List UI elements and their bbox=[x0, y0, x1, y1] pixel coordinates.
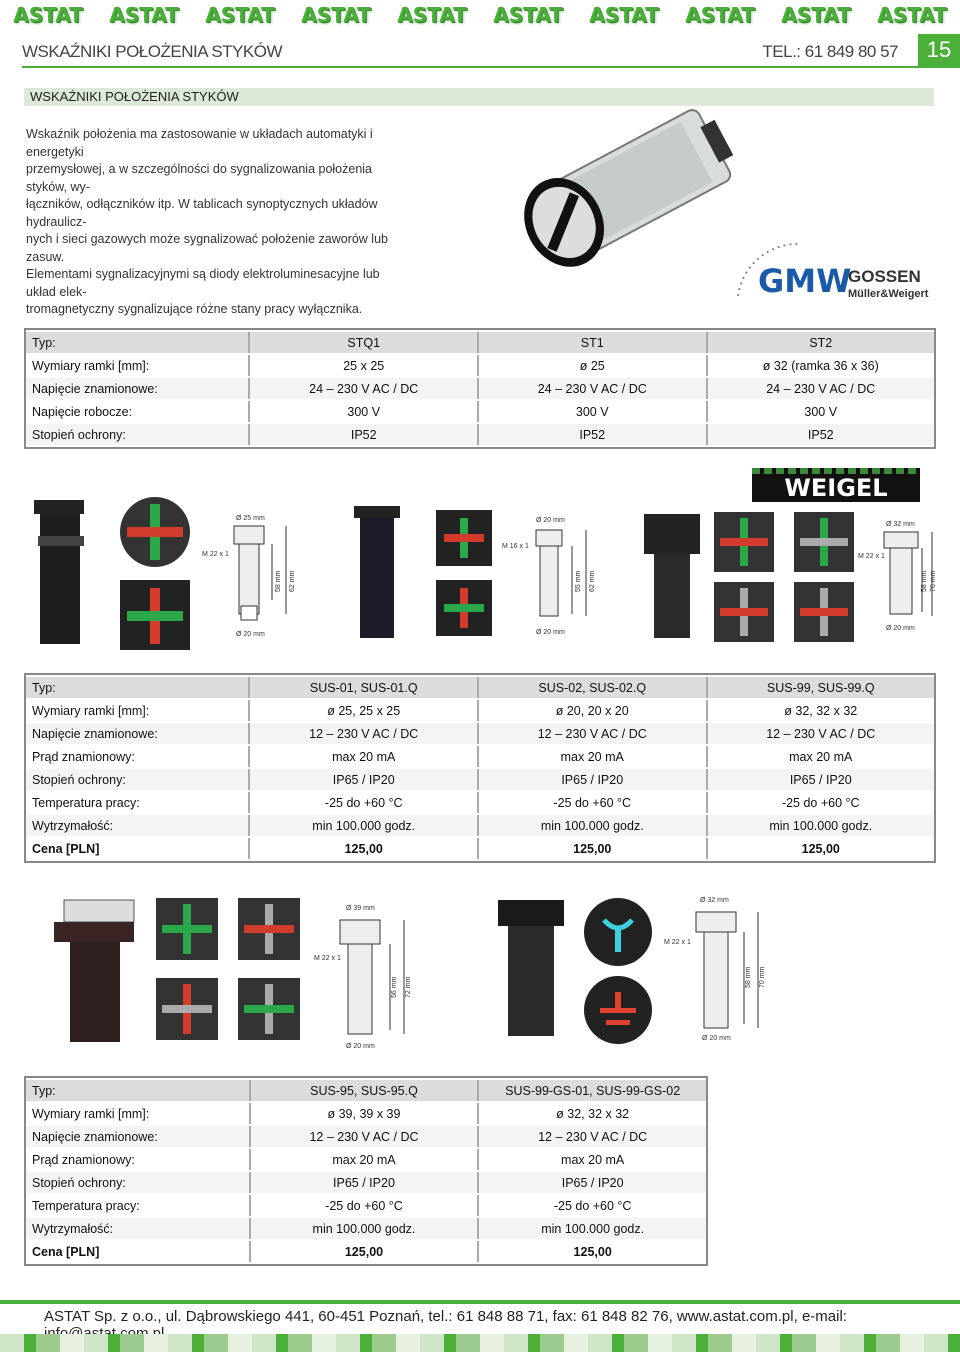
table-cell: Napięcie znamionowe: bbox=[26, 1126, 251, 1147]
table-cell: Prąd znamionowy: bbox=[26, 746, 250, 767]
table-cell: IP65 / IP20 bbox=[479, 1172, 706, 1193]
page-footer bbox=[0, 1300, 960, 1352]
banner-word: ASTAT bbox=[109, 3, 179, 27]
dimension-label: M 22 x 1 bbox=[858, 553, 885, 560]
table-row bbox=[26, 1172, 706, 1193]
brand-banner bbox=[0, 0, 960, 30]
table-cell: SUS-02, SUS-02.Q bbox=[479, 677, 708, 698]
table-cell: ø 39, 39 x 39 bbox=[251, 1103, 480, 1124]
table-cell: Prąd znamionowy: bbox=[26, 1149, 251, 1170]
table-cell: Wymiary ramki [mm]: bbox=[26, 1103, 251, 1124]
price-cell: 125,00 bbox=[250, 838, 479, 859]
table-row bbox=[26, 1195, 706, 1216]
table-row bbox=[26, 1218, 706, 1239]
dimension-label: Ø 20 mm bbox=[886, 625, 915, 632]
table-cell: Wymiary ramki [mm]: bbox=[26, 355, 250, 376]
sus-99-gs-led-faces bbox=[584, 898, 652, 1044]
table-cell: ø 32 (ramka 36 x 36) bbox=[762, 358, 879, 373]
table-cell: IP65 / IP20 bbox=[251, 1172, 480, 1193]
table-cell: -25 do +60 °C bbox=[251, 1195, 480, 1216]
page-title: WSKAŹNIKI POŁOŻENIA STYKÓW bbox=[22, 42, 282, 61]
table-cell: 24 – 230 V AC / DC bbox=[250, 378, 479, 399]
table-cell: IP52 bbox=[250, 424, 479, 445]
table-cell: Napięcie znamionowe: bbox=[26, 378, 250, 399]
table-cell: Stopień ochrony: bbox=[26, 1172, 251, 1193]
dimension-label: 58 mm bbox=[275, 570, 282, 592]
indicator-photo bbox=[490, 96, 740, 306]
table-cell: min 100.000 godz. bbox=[250, 815, 479, 836]
table-cell: Stopień ochrony: bbox=[26, 769, 250, 790]
section-title: WSKAŹNIKI POŁOŻENIA STYKÓW bbox=[24, 88, 934, 106]
table-row bbox=[26, 1126, 706, 1147]
table-row bbox=[26, 424, 934, 445]
sus-01-led-faces bbox=[120, 497, 190, 650]
table-cell: -25 do +60 °C bbox=[479, 792, 708, 813]
price-cell: 125,00 bbox=[801, 841, 840, 856]
table-cell: min 100.000 godz. bbox=[251, 1218, 480, 1239]
table-cell: ST2 bbox=[708, 332, 935, 353]
table-cell: max 20 mA bbox=[251, 1149, 480, 1170]
table-cell: IP65 / IP20 bbox=[250, 769, 479, 790]
dimension-label: 58 mm bbox=[921, 570, 928, 592]
footer-stripe bbox=[0, 1300, 960, 1304]
table-cell: Cena [PLN] bbox=[26, 1241, 251, 1262]
table-cell: STQ1 bbox=[250, 332, 479, 353]
table-cell: -25 do +60 °C bbox=[250, 792, 479, 813]
table-cell: max 20 mA bbox=[479, 746, 708, 767]
table-cell: -25 do +60 °C bbox=[553, 1198, 632, 1213]
table-cell: Napięcie znamionowe: bbox=[26, 723, 250, 744]
sus-99-gs-photo bbox=[498, 900, 564, 1036]
dimension-drawing-3 bbox=[858, 521, 937, 632]
table-cell: Temperatura pracy: bbox=[26, 792, 250, 813]
dimension-label: 70 mm bbox=[930, 570, 937, 592]
dimension-label: Ø 32 mm bbox=[700, 897, 729, 904]
table-cell: SUS-95, SUS-95.Q bbox=[251, 1080, 480, 1101]
table-cell: 12 – 230 V AC / DC bbox=[479, 1126, 706, 1147]
intro-line: nych i sieci gazowych może sygnalizować położenie zaworów lub zasuw. bbox=[26, 232, 388, 264]
dimension-label: M 22 x 1 bbox=[314, 955, 341, 962]
price-cell: 125,00 bbox=[479, 838, 708, 859]
table-cell: max 20 mA bbox=[561, 1152, 625, 1167]
table-row bbox=[26, 746, 934, 767]
table-cell: IP65 / IP20 bbox=[479, 769, 708, 790]
table-cell: Temperatura pracy: bbox=[26, 1195, 251, 1216]
table-cell: Typ: bbox=[26, 332, 250, 353]
table-cell: SUS-99-GS-01, SUS-99-GS-02 bbox=[479, 1080, 706, 1101]
table-cell: Wytrzymałość: bbox=[26, 1218, 251, 1239]
intro-line: łączników, odłączników itp. W tablicach synoptycznych układów hydraulicz- bbox=[26, 197, 378, 229]
table-cell: 300 V bbox=[804, 404, 838, 419]
intro-line: Wskaźnik położenia ma zastosowanie w układach automatyki i energetyki bbox=[26, 127, 373, 159]
dimension-label: 55 mm bbox=[575, 570, 582, 592]
table-cell: min 100.000 godz. bbox=[479, 1218, 706, 1239]
table-cell: Cena [PLN] bbox=[26, 838, 250, 859]
table-row bbox=[26, 332, 934, 353]
dimension-label: 72 mm bbox=[405, 976, 412, 998]
table-cell: 12 – 230 V AC / DC bbox=[251, 1126, 480, 1147]
table-cell: 300 V bbox=[479, 401, 708, 422]
dimension-label: Ø 20 mm bbox=[536, 517, 565, 524]
product-row-2 bbox=[24, 890, 936, 1060]
banner-word: ASTAT bbox=[301, 3, 371, 27]
intro-text bbox=[26, 126, 406, 319]
dimension-label: M 16 x 1 bbox=[502, 543, 529, 550]
dimension-drawing-2 bbox=[502, 517, 596, 636]
table-row bbox=[26, 769, 934, 790]
table-row bbox=[26, 723, 934, 744]
sus-99-photo bbox=[644, 514, 700, 638]
dimension-label: 58 mm bbox=[745, 966, 752, 988]
table-cell: ø 32, 32 x 32 bbox=[784, 703, 858, 718]
table-row bbox=[26, 792, 934, 813]
table-cell: 300 V bbox=[250, 401, 479, 422]
dimension-label: 56 mm bbox=[391, 976, 398, 998]
table-cell: 12 – 230 V AC / DC bbox=[708, 723, 935, 744]
banner-word: ASTAT bbox=[781, 3, 851, 27]
table-row bbox=[26, 677, 934, 698]
banner-word: ASTAT bbox=[205, 3, 275, 27]
banner-word: ASTAT bbox=[493, 3, 563, 27]
banner-word: ASTAT bbox=[877, 3, 947, 27]
table-cell: Stopień ochrony: bbox=[26, 424, 250, 445]
table-cell: 12 – 230 V AC / DC bbox=[250, 723, 479, 744]
table-cell: SUS-99, SUS-99.Q bbox=[708, 677, 935, 698]
page-number: 15 bbox=[918, 34, 960, 66]
footer-pattern bbox=[0, 1334, 960, 1352]
table-row bbox=[26, 815, 934, 836]
product-row-1 bbox=[24, 496, 936, 656]
price-row bbox=[26, 1241, 706, 1262]
table-cell: 24 – 230 V AC / DC bbox=[479, 378, 708, 399]
price-row bbox=[26, 838, 934, 859]
intro-line: Elementami sygnalizacyjnymi są diody elektroluminesacyjne lub układ elek- bbox=[26, 267, 380, 299]
dimension-label: 62 mm bbox=[289, 570, 296, 592]
dimension-label: Ø 39 mm bbox=[346, 905, 375, 912]
table-cell: IP52 bbox=[708, 424, 935, 445]
table-row bbox=[26, 355, 934, 376]
table-row bbox=[26, 1103, 706, 1124]
table-cell: SUS-01, SUS-01.Q bbox=[250, 677, 479, 698]
sus-95-photo bbox=[54, 900, 134, 1042]
dimension-drawing-5 bbox=[664, 897, 766, 1042]
dimension-label: Ø 20 mm bbox=[236, 631, 265, 638]
table-cell: ø 20, 20 x 20 bbox=[479, 700, 708, 721]
banner-word: ASTAT bbox=[685, 3, 755, 27]
mueller-weigert-text: Müller&Weigert bbox=[848, 288, 929, 300]
dimension-label: Ø 20 mm bbox=[702, 1035, 731, 1042]
dimension-label: Ø 20 mm bbox=[536, 629, 565, 636]
dimension-label: 62 mm bbox=[589, 570, 596, 592]
intro-line: przemysłowej, a w szczególności do sygnalizowania położenia styków, wy- bbox=[26, 162, 373, 194]
table-cell: 12 – 230 V AC / DC bbox=[479, 723, 708, 744]
dimension-label: Ø 25 mm bbox=[236, 515, 265, 522]
table-cell: ø 32, 32 x 32 bbox=[556, 1106, 630, 1121]
table-cell: 24 – 230 V AC / DC bbox=[708, 378, 935, 399]
sus-02-led-faces bbox=[436, 510, 492, 636]
table-cell: ø 25, 25 x 25 bbox=[250, 700, 479, 721]
table-cell: 25 x 25 bbox=[250, 355, 479, 376]
table-cell: Typ: bbox=[26, 677, 250, 698]
footer-contact: ASTAT Sp. z o.o., ul. Dąbrowskiego 441, 60-451 Poznań, tel.: 61 848 88 71, fax: 61 848 82 76, www.astat.com.pl, e-mail: bbox=[44, 1308, 847, 1325]
sus-01-photo bbox=[34, 500, 84, 644]
sus-95-led-faces bbox=[156, 898, 300, 1040]
banner-word: ASTAT bbox=[13, 3, 83, 27]
table-row bbox=[26, 1080, 706, 1101]
table-cell: Wymiary ramki [mm]: bbox=[26, 700, 250, 721]
sus-99-led-faces bbox=[714, 512, 854, 642]
table-cell: max 20 mA bbox=[250, 746, 479, 767]
gossen-text: GOSSEN bbox=[848, 267, 921, 286]
table-row bbox=[26, 378, 934, 399]
table-cell: IP65 / IP20 bbox=[708, 769, 935, 790]
spec-table-1 bbox=[24, 328, 936, 449]
gmw-logo-text: GMW bbox=[758, 262, 852, 300]
spec-table-2 bbox=[24, 673, 936, 863]
dimension-label: Ø 32 mm bbox=[886, 521, 915, 528]
table-cell: IP52 bbox=[479, 424, 708, 445]
table-row bbox=[26, 700, 934, 721]
dimension-label: 70 mm bbox=[759, 966, 766, 988]
table-cell: ST1 bbox=[479, 332, 708, 353]
table-row bbox=[26, 1149, 706, 1170]
phone-number: TEL.: 61 849 80 57 bbox=[762, 42, 898, 61]
dimension-drawing-1 bbox=[202, 515, 296, 638]
table-cell: Napięcie robocze: bbox=[26, 401, 250, 422]
dimension-drawing-4 bbox=[314, 905, 412, 1050]
table-cell: max 20 mA bbox=[789, 749, 853, 764]
spec-table-3 bbox=[24, 1076, 708, 1266]
price-cell: 125,00 bbox=[573, 1244, 612, 1259]
dimension-label: M 22 x 1 bbox=[202, 551, 229, 558]
banner-word: ASTAT bbox=[589, 3, 659, 27]
table-cell: Typ: bbox=[26, 1080, 251, 1101]
gossen-logo bbox=[728, 236, 938, 306]
table-cell: Wytrzymałość: bbox=[26, 815, 250, 836]
intro-line: tromagnetyczny sygnalizujące różne stany pracy wyłącznika. bbox=[26, 302, 363, 316]
weigel-logo-text: WEIGEL bbox=[784, 474, 888, 502]
table-row bbox=[26, 401, 934, 422]
table-cell: ø 25 bbox=[479, 355, 708, 376]
table-cell: min 100.000 godz. bbox=[708, 815, 935, 836]
dimension-label: M 22 x 1 bbox=[664, 939, 691, 946]
page-header bbox=[22, 34, 960, 68]
banner-word: ASTAT bbox=[397, 3, 467, 27]
price-cell: 125,00 bbox=[251, 1241, 480, 1262]
table-cell: -25 do +60 °C bbox=[781, 795, 860, 810]
table-cell: min 100.000 godz. bbox=[479, 815, 708, 836]
dimension-label: Ø 20 mm bbox=[346, 1043, 375, 1050]
sus-02-photo bbox=[354, 506, 400, 638]
